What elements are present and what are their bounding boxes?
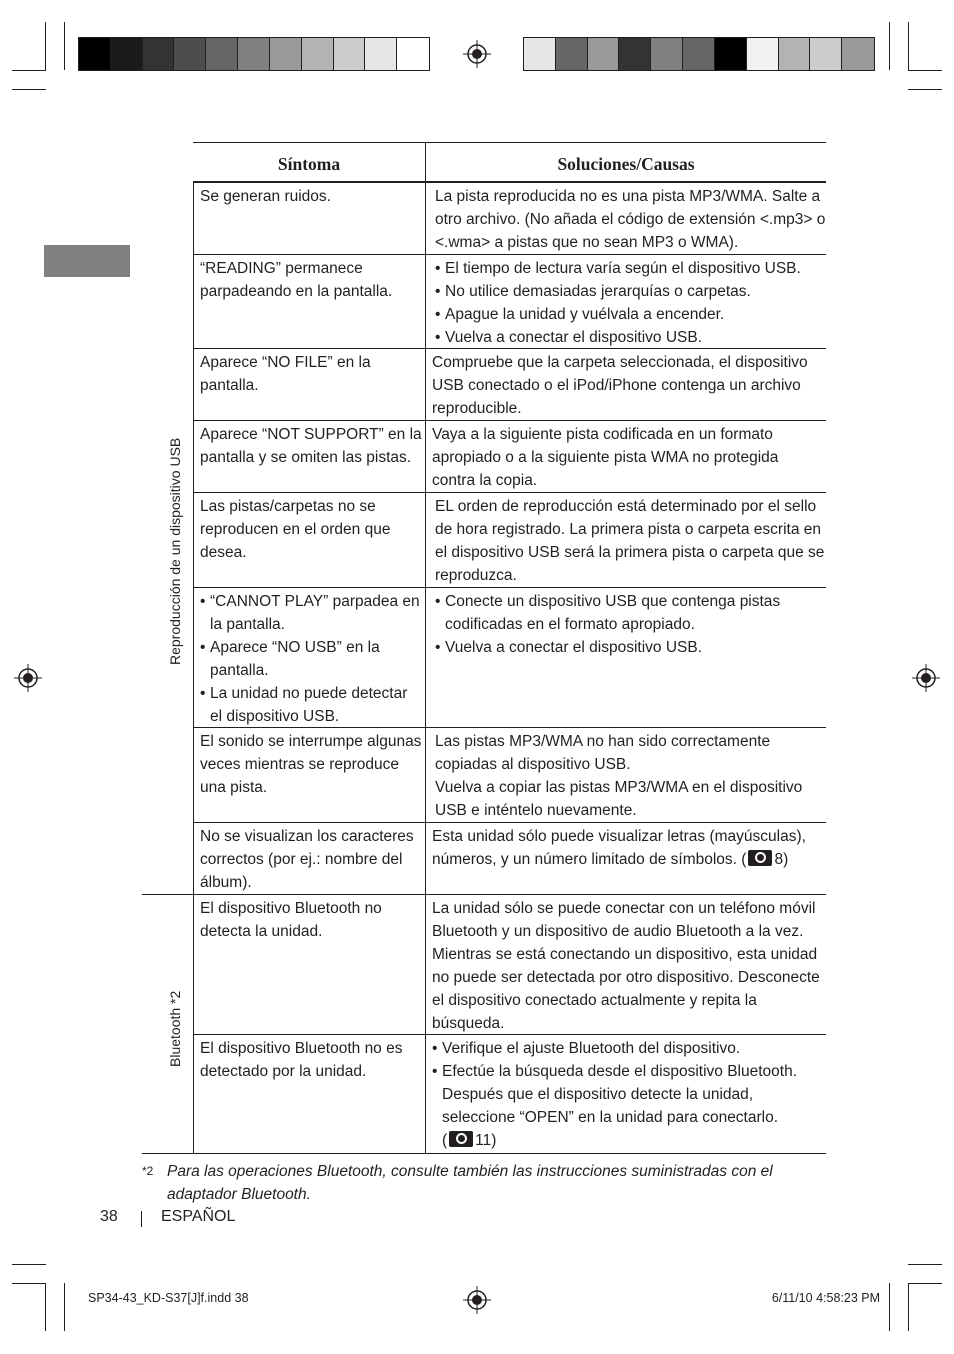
crop-mark [64,22,65,70]
solution-cell: Vaya a la siguiente pista codificada en un formato apropiado o a la siguiente pista WMA no protegida contra la copia. [432,426,779,489]
solution-cell: La unidad sólo se puede conectar con un teléfono móvil Bluetooth y un dispositivo de audio Bluetooth a la vez. Mientras se está conectando un dispositivo, esta unidad no puede ser detectada por otro dispositivo. Desconecte el dispositivo conectado actualmente y repita la búsqueda. [432,900,820,1032]
solution-cell [432,1035,824,1152]
solution-cell: La pista reproducida no es una pista MP3/WMA. Salte a otro archivo. (No añada el código de extensión <.mp3> o <.wma> a pistas que no sean MP3 o WMA). [435,188,826,251]
table-row [193,728,826,823]
list-item [432,1060,824,1152]
symptom-cell: Aparece “NOT SUPPORT” en la pantalla y se omiten las pistas. [200,426,422,466]
crop-mark [12,89,46,90]
color-swatch [524,38,556,70]
table-row [193,493,826,588]
list-item: • Verifique el ajuste Bluetooth del dispositivo. [432,1037,824,1060]
crop-mark [64,1283,65,1331]
color-swatch [79,38,111,70]
color-swatch [715,38,747,70]
section-bluetooth [142,895,826,1154]
color-bar-right [523,37,875,71]
solution-cell: Compruebe que la carpeta seleccionada, el dispositivo USB conectado o el iPod/iPhone contenga un archivo reproducible. [432,354,808,417]
registration-mark-icon [14,664,42,692]
list-item: • Apague la unidad y vuélvala a encender. [435,303,827,326]
slug-date: 6/11/10 4:58:23 PM [771,1291,880,1305]
crop-mark [45,22,46,70]
color-swatch [206,38,238,70]
crop-mark [908,1283,942,1284]
color-swatch [302,38,334,70]
page-reference: 11) [475,1132,497,1149]
registration-mark-icon [912,664,940,692]
section-usb [142,183,826,895]
symptom-cell: El dispositivo Bluetooth no es detectado por la unidad. [200,1040,403,1080]
color-swatch [174,38,206,70]
table-row [193,823,826,895]
table-row [193,588,826,728]
list-item: • Aparece “NO USB” en la pantalla. [200,636,422,682]
crop-mark [908,89,942,90]
crop-mark [889,1283,890,1331]
color-swatch [619,38,651,70]
crop-mark [908,1264,942,1265]
crop-mark [45,1283,46,1331]
crop-mark [12,1264,46,1265]
slug-file: SP34-43_KD-S37[J]f.indd 38 [88,1291,249,1305]
color-swatch [143,38,175,70]
page-number: 38 [100,1208,118,1225]
symptom-cell: Aparece “NO FILE” en la pantalla. [200,354,371,394]
list-item: • Conecte un dispositivo USB que contenga pistas codificadas en el formato apropiado. [435,590,827,636]
color-swatch [683,38,715,70]
color-swatch [397,38,429,70]
table-row [193,255,826,349]
crop-mark [908,1283,909,1331]
color-swatch [842,38,874,70]
table-row [193,349,826,421]
footnote-mark: *2 [142,1164,154,1178]
color-swatch [747,38,779,70]
list-item: • No utilice demasiadas jerarquías o carpetas. [435,280,827,303]
color-bar-left [78,37,430,71]
crop-mark [12,70,46,71]
solution-text: Esta unidad sólo puede visualizar letras (mayúsculas), números, y un número limitado de símbolos. ( [432,828,806,868]
section-label-usb: Reproducción de un dispositivo USB [167,437,183,665]
crop-mark [12,1283,46,1284]
footnote-text: Para las operaciones Bluetooth, consulte también las instrucciones suministradas con el adaptador Bluetooth. [167,1163,773,1203]
section-label-bluetooth: Bluetooth *2 [167,990,183,1067]
solution-text: Efectúe la búsqueda desde el dispositivo Bluetooth. Después que el dispositivo detecte la unidad, seleccione “OPEN” en la unidad para conectarlo. [442,1063,798,1126]
header-symptom: Síntoma [277,154,341,174]
solution-cell [435,255,827,349]
magnifier-icon [449,1131,473,1147]
list-item: • La unidad no puede detectar el dispositivo USB. [200,682,422,728]
registration-mark-icon [463,1286,491,1314]
registration-mark-icon [463,40,491,68]
table-header [193,142,826,183]
solution-cell [435,588,827,659]
solution-cell: EL orden de reproducción está determinado por el sello de hora registrado. La primera pista o carpeta escrita en el dispositivo USB será la primera pista o carpeta que se reproduzca. [435,498,825,584]
header-solution: Soluciones/Causas [425,143,826,182]
color-swatch [270,38,302,70]
magnifier-icon [748,850,772,866]
solution-line: Las pistas MP3/WMA no han sido correctamente copiadas al dispositivo USB. [435,733,771,773]
table-row [193,183,826,255]
symptom-cell: Se generan ruidos. [200,188,331,205]
solution-line: Vuelva a copiar las pistas MP3/WMA en el dispositivo USB e inténtelo nuevamente. [435,779,803,819]
symptom-cell: El dispositivo Bluetooth no detecta la unidad. [200,900,382,940]
page-reference: 8) [774,851,789,868]
symptom-cell: No se visualizan los caracteres correctos (por ej.: nombre del álbum). [200,828,414,891]
color-swatch [556,38,588,70]
color-swatch [238,38,270,70]
table-row [193,1035,826,1154]
color-swatch [588,38,620,70]
color-swatch [651,38,683,70]
solution-text: ( [442,1132,448,1149]
crop-mark [908,70,942,71]
symptom-cell: Las pistas/carpetas no se reproducen en el orden que desea. [200,498,391,561]
section-tab [44,245,130,277]
list-item: • Vuelva a conectar el dispositivo USB. [435,636,827,659]
page-language: ESPAÑOL [161,1208,236,1225]
color-swatch [111,38,143,70]
color-swatch [779,38,811,70]
divider [141,1211,142,1227]
crop-mark [908,22,909,70]
solution-cell [432,823,824,871]
symptom-cell: “READING” permanece parpadeando en la pantalla. [200,260,393,300]
symptom-cell: El sonido se interrumpe algunas veces mientras se reproduce una pista. [200,733,422,796]
color-swatch [810,38,842,70]
table-row [193,421,826,493]
list-item: • “CANNOT PLAY” parpadea en la pantalla. [200,590,422,636]
crop-mark [889,22,890,70]
list-item: • Vuelva a conectar el dispositivo USB. [435,326,827,349]
color-swatch [365,38,397,70]
symptom-cell [200,588,422,728]
table-row [193,895,826,1035]
solution-cell [435,728,827,822]
color-swatch [334,38,366,70]
list-item: • El tiempo de lectura varía según el dispositivo USB. [435,257,827,280]
